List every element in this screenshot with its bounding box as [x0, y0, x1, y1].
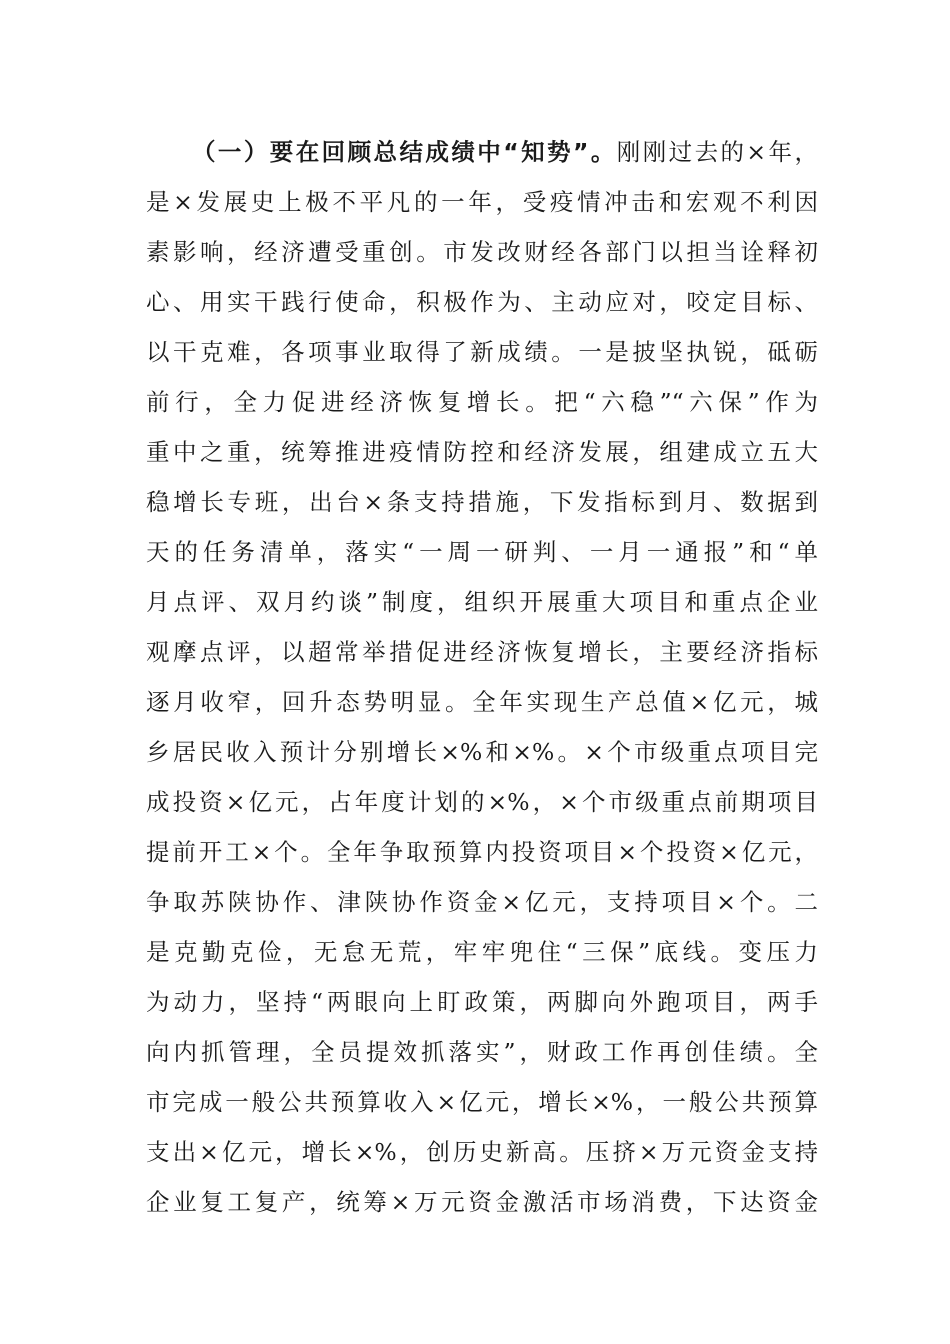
text-line: 市完成一般公共预算收入×亿元，增长×%，一般公共预算: [146, 1088, 818, 1116]
text-line: 提前开工×个。全年争取预算内投资项目×个投资×亿元，: [146, 838, 818, 866]
text-line: 天的任务清单，落实“一周一研判、一月一通报”和“单: [146, 538, 818, 566]
text-line: 以干克难，各项事业取得了新成绩。一是披坚执锐，砥砺: [146, 338, 818, 366]
text-line: 观摩点评，以超常举措促进经济恢复增长，主要经济指标: [146, 638, 818, 666]
text-line: 争取苏陕协作、津陕协作资金×亿元，支持项目×个。二: [146, 888, 818, 916]
text-line: 稳增长专班，出台×条支持措施，下发指标到月、数据到: [146, 488, 818, 516]
text-line: 乡居民收入预计分别增长×%和×%。×个市级重点项目完: [146, 738, 818, 766]
section-heading: （一）要在回顾总结成绩中“知势”。: [192, 138, 617, 166]
text-line: 为动力，坚持“两眼向上盯政策，两脚向外跑项目，两手: [146, 988, 818, 1016]
text-line: 逐月收窄，回升态势明显。全年实现生产总值×亿元，城: [146, 688, 818, 716]
paragraph-first-line: [146, 127, 818, 177]
text-line: 企业复工复产，统筹×万元资金激活市场消费，下达资金: [146, 1188, 818, 1216]
text-line: 心、用实干践行使命，积极作为、主动应对，咬定目标、: [146, 288, 818, 316]
text-line: 素影响，经济遭受重创。市发改财经各部门以担当诠释初: [146, 238, 818, 266]
text-line: 成投资×亿元，占年度计划的×%，×个市级重点前期项目: [146, 788, 818, 816]
text-line: 是克勤克俭，无怠无荒，牢牢兜住“三保”底线。变压力: [146, 938, 818, 966]
text-line: 向内抓管理，全员提效抓落实”，财政工作再创佳绩。全: [146, 1038, 818, 1066]
text-line: 重中之重，统筹推进疫情防控和经济发展，组建成立五大: [146, 438, 818, 466]
text-line: 是×发展史上极不平凡的一年，受疫情冲击和宏观不利因: [146, 188, 818, 216]
text-line: 前行，全力促进经济恢复增长。把“六稳”“六保”作为: [146, 388, 818, 416]
body-paragraph: [146, 127, 818, 1227]
text-line: 支出×亿元，增长×%，创历史新高。压挤×万元资金支持: [146, 1138, 818, 1166]
first-line-text: 刚刚过去的×年，: [616, 138, 818, 166]
text-line: 月点评、双月约谈”制度，组织开展重大项目和重点企业: [146, 588, 818, 616]
